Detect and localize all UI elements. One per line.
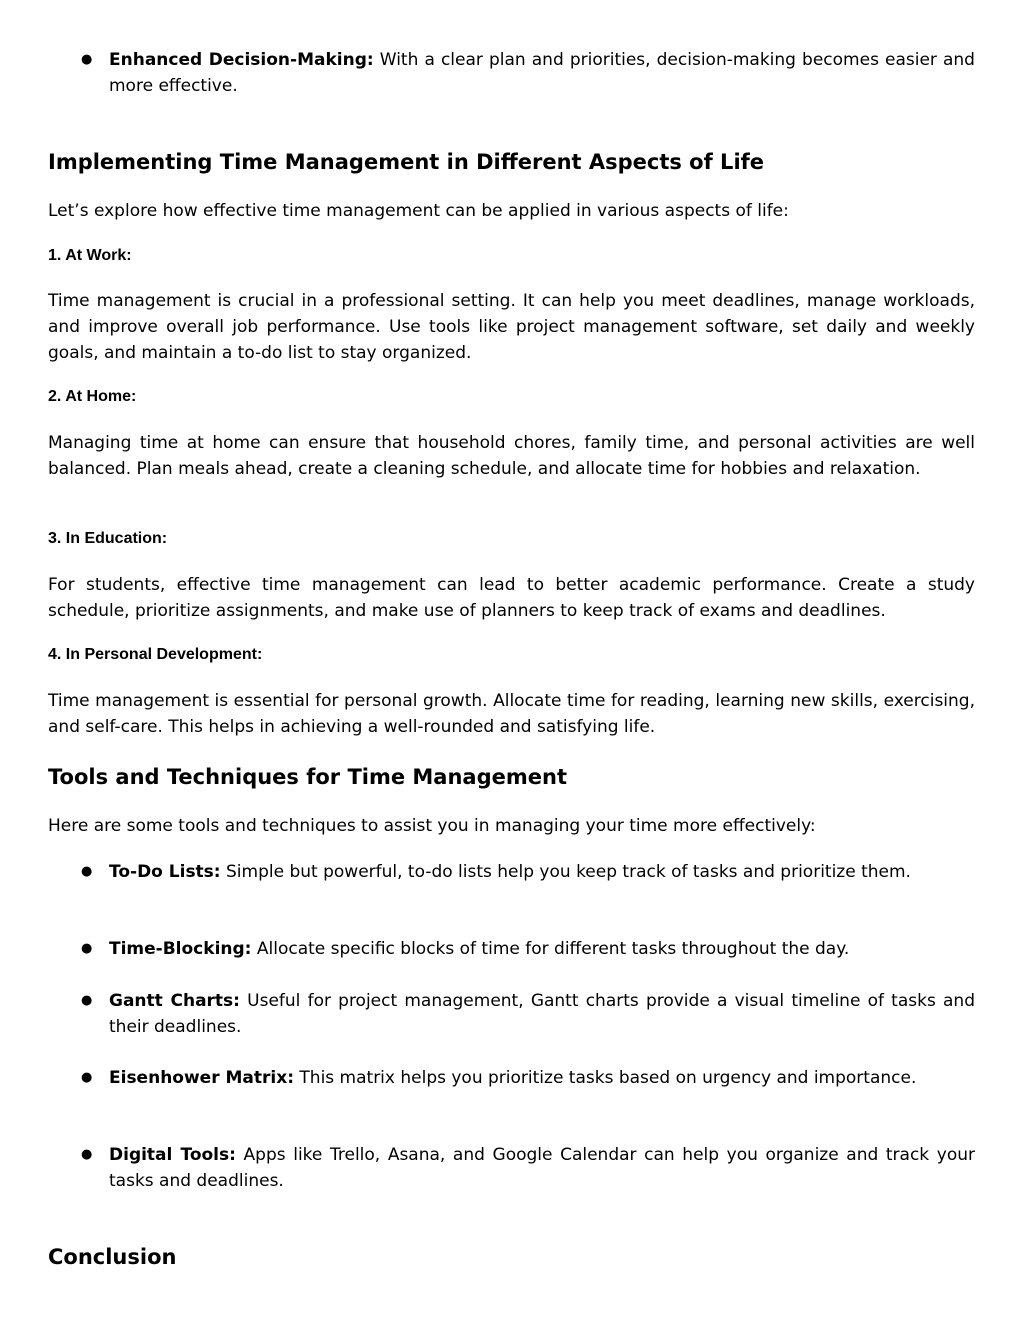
bullet-term: Digital Tools: [109,1145,236,1165]
bullet-icon: ● [81,864,93,879]
paragraph-in-education: For students, effective time management can lead to better academic performance. Create a study schedule, prioritize assignments, and make use of planners to keep track of exams and deadlines. [48,575,975,621]
bullet-term: Enhanced Decision-Making: [109,50,374,70]
bullet-term: Gantt Charts: [109,991,240,1011]
bullet-icon: ● [81,941,93,956]
bullet-text: This matrix helps you prioritize tasks based on urgency and importance. [294,1068,917,1088]
subheading-at-home: 2. At Home: [48,388,137,405]
subheading-in-personal-development: 4. In Personal Development: [48,646,263,663]
bullet-text: Simple but powerful, to-do lists help you keep track of tasks and prioritize them. [220,862,911,882]
bullet-text: With a clear plan and priorities, decision-making becomes easier and more effective. [109,50,975,96]
subheading-in-education: 3. In Education: [48,530,168,547]
tools-bullet-3 [48,988,975,1040]
list-item [48,936,975,962]
bullet-icon: ● [81,1070,93,1085]
bullet-text: Allocate specific blocks of time for different tasks throughout the day. [251,939,850,959]
bullet-text: Apps like Trello, Asana, and Google Calendar can help you organize and track your tasks and deadlines. [109,1145,975,1191]
tools-bullet-5 [48,1142,975,1194]
tools-bullet-4 [48,1065,975,1091]
bullet-term: Eisenhower Matrix: [109,1068,294,1088]
list-item [48,1065,975,1091]
bullet-icon: ● [81,1147,93,1162]
section-heading-tools: Tools and Techniques for Time Management [48,765,567,789]
section-intro-tools: Here are some tools and techniques to assist you in managing your time more effectively: [48,816,816,836]
bullet-text: Useful for project management, Gantt charts provide a visual timeline of tasks and their deadlines. [109,991,975,1037]
list-item [48,47,975,99]
section-intro-implementing: Let’s explore how effective time management can be applied in various aspects of life: [48,201,789,221]
list-item [48,1142,975,1194]
tools-bullet-1 [48,859,975,885]
tools-bullet-2 [48,936,975,962]
paragraph-in-personal-development: Time management is essential for personal growth. Allocate time for reading, learning new skills, exercising, and self-care. This helps in achieving a well-rounded and satisfying life. [48,691,975,737]
bullet-icon: ● [81,993,93,1008]
intro-bullet [48,47,975,99]
bullet-icon: ● [81,52,93,67]
list-item [48,859,975,885]
section-heading-conclusion: Conclusion [48,1245,177,1269]
list-item [48,988,975,1040]
bullet-term: Time-Blocking: [109,939,252,959]
section-heading-implementing: Implementing Time Management in Different Aspects of Life [48,150,765,174]
paragraph-at-work: Time management is crucial in a professional setting. It can help you meet deadlines, manage workloads, and improve overall job performance. Use tools like project management software, set daily and weekly goals, and maintain a to-do list to stay organized. [48,291,975,363]
subheading-at-work: 1. At Work: [48,247,132,264]
bullet-term: To-Do Lists: [109,862,221,882]
paragraph-at-home: Managing time at home can ensure that household chores, family time, and personal activities are well balanced. Plan meals ahead, create a cleaning schedule, and allocate time for hobbies and relaxation. [48,433,975,479]
